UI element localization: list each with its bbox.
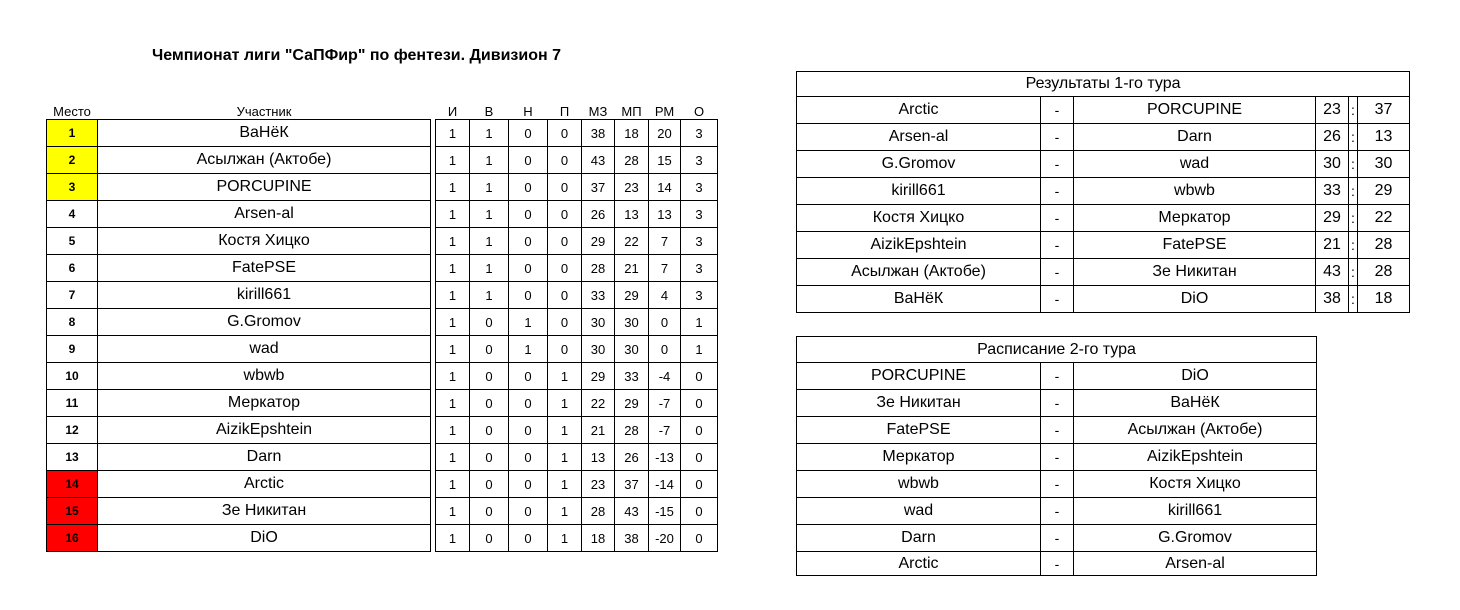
points-cell: 3 bbox=[681, 120, 718, 147]
place-cell: 8 bbox=[47, 309, 98, 336]
away-team-cell: wad bbox=[1074, 151, 1316, 178]
away-team-cell: kirill661 bbox=[1074, 498, 1317, 525]
losses-cell: 1 bbox=[548, 444, 582, 471]
difference-cell: -4 bbox=[649, 363, 681, 390]
scored-cell: 18 bbox=[582, 525, 615, 552]
standings-row bbox=[47, 417, 718, 444]
points-cell: 0 bbox=[681, 444, 718, 471]
dash-cell: - bbox=[1041, 444, 1074, 471]
wins-cell: 0 bbox=[470, 390, 509, 417]
conceded-cell: 23 bbox=[615, 174, 649, 201]
away-score-cell: 18 bbox=[1358, 286, 1410, 313]
scored-cell: 28 bbox=[582, 255, 615, 282]
scored-cell: 37 bbox=[582, 174, 615, 201]
score-separator-cell: : bbox=[1349, 178, 1358, 205]
conceded-cell: 18 bbox=[615, 120, 649, 147]
place-cell: 15 bbox=[47, 498, 98, 525]
difference-cell: 0 bbox=[649, 309, 681, 336]
home-team-cell: FatePSE bbox=[797, 417, 1041, 444]
losses-cell: 1 bbox=[548, 525, 582, 552]
scored-cell: 33 bbox=[582, 282, 615, 309]
away-team-cell: PORCUPINE bbox=[1074, 97, 1316, 124]
wins-cell: 0 bbox=[470, 498, 509, 525]
conceded-cell: 22 bbox=[615, 228, 649, 255]
result-row bbox=[797, 259, 1410, 286]
wins-cell: 0 bbox=[470, 309, 509, 336]
played-cell: 1 bbox=[436, 525, 470, 552]
difference-cell: 7 bbox=[649, 255, 681, 282]
page-title: Чемпионат лиги "СаПФир" по фентези. Дивизион 7 bbox=[152, 47, 561, 64]
home-score-cell: 38 bbox=[1316, 286, 1349, 313]
place-cell: 14 bbox=[47, 471, 98, 498]
difference-cell: 13 bbox=[649, 201, 681, 228]
difference-cell: 20 bbox=[649, 120, 681, 147]
away-score-cell: 30 bbox=[1358, 151, 1410, 178]
points-cell: 3 bbox=[681, 255, 718, 282]
losses-cell: 0 bbox=[548, 309, 582, 336]
standings-row bbox=[47, 498, 718, 525]
header-conceded: МП bbox=[621, 104, 642, 119]
home-team-cell: wbwb bbox=[797, 471, 1041, 498]
wins-cell: 1 bbox=[470, 120, 509, 147]
home-team-cell: Костя Хицко bbox=[797, 205, 1041, 232]
played-cell: 1 bbox=[436, 471, 470, 498]
draws-cell: 0 bbox=[509, 525, 548, 552]
draws-cell: 0 bbox=[509, 498, 548, 525]
away-team-cell: DiO bbox=[1074, 363, 1317, 390]
losses-cell: 0 bbox=[548, 147, 582, 174]
losses-cell: 0 bbox=[548, 174, 582, 201]
points-cell: 0 bbox=[681, 363, 718, 390]
conceded-cell: 28 bbox=[615, 147, 649, 174]
difference-cell: -7 bbox=[649, 417, 681, 444]
played-cell: 1 bbox=[436, 309, 470, 336]
difference-cell: -14 bbox=[649, 471, 681, 498]
home-score-cell: 33 bbox=[1316, 178, 1349, 205]
draws-cell: 0 bbox=[509, 390, 548, 417]
points-cell: 0 bbox=[681, 390, 718, 417]
standings-row bbox=[47, 228, 718, 255]
points-cell: 1 bbox=[681, 309, 718, 336]
participant-cell: Костя Хицко bbox=[98, 228, 431, 255]
losses-cell: 0 bbox=[548, 282, 582, 309]
dash-cell: - bbox=[1041, 286, 1074, 313]
place-cell: 3 bbox=[47, 174, 98, 201]
home-team-cell: Зе Никитан bbox=[797, 390, 1041, 417]
schedule-row bbox=[797, 363, 1317, 390]
wins-cell: 1 bbox=[470, 228, 509, 255]
place-cell: 7 bbox=[47, 282, 98, 309]
draws-cell: 1 bbox=[509, 336, 548, 363]
participant-cell: FatePSE bbox=[98, 255, 431, 282]
schedule-row bbox=[797, 498, 1317, 525]
draws-cell: 0 bbox=[509, 444, 548, 471]
schedule-table bbox=[796, 336, 1317, 576]
played-cell: 1 bbox=[436, 282, 470, 309]
played-cell: 1 bbox=[436, 498, 470, 525]
header-played: И bbox=[447, 104, 458, 119]
schedule-row bbox=[797, 552, 1317, 576]
participant-cell: PORCUPINE bbox=[98, 174, 431, 201]
played-cell: 1 bbox=[436, 228, 470, 255]
difference-cell: 7 bbox=[649, 228, 681, 255]
home-team-cell: wad bbox=[797, 498, 1041, 525]
points-cell: 3 bbox=[681, 228, 718, 255]
losses-cell: 0 bbox=[548, 255, 582, 282]
away-score-cell: 22 bbox=[1358, 205, 1410, 232]
place-cell: 11 bbox=[47, 390, 98, 417]
conceded-cell: 28 bbox=[615, 417, 649, 444]
participant-cell: kirill661 bbox=[98, 282, 431, 309]
home-team-cell: kirill661 bbox=[797, 178, 1041, 205]
header-participant: Участник bbox=[236, 104, 292, 119]
wins-cell: 1 bbox=[470, 255, 509, 282]
losses-cell: 1 bbox=[548, 471, 582, 498]
results-header: Результаты 1-го тура bbox=[797, 72, 1410, 97]
away-team-cell: Костя Хицко bbox=[1074, 471, 1317, 498]
header-points: О bbox=[693, 104, 705, 119]
losses-cell: 0 bbox=[548, 120, 582, 147]
header-place: Место bbox=[53, 104, 91, 119]
played-cell: 1 bbox=[436, 255, 470, 282]
home-team-cell: ВаНёК bbox=[797, 286, 1041, 313]
draws-cell: 0 bbox=[509, 201, 548, 228]
points-cell: 0 bbox=[681, 417, 718, 444]
dash-cell: - bbox=[1041, 525, 1074, 552]
home-team-cell: Асылжан (Актобе) bbox=[797, 259, 1041, 286]
conceded-cell: 30 bbox=[615, 309, 649, 336]
played-cell: 1 bbox=[436, 363, 470, 390]
dash-cell: - bbox=[1041, 178, 1074, 205]
played-cell: 1 bbox=[436, 147, 470, 174]
home-score-cell: 26 bbox=[1316, 124, 1349, 151]
scored-cell: 23 bbox=[582, 471, 615, 498]
standings-row bbox=[47, 147, 718, 174]
played-cell: 1 bbox=[436, 174, 470, 201]
schedule-header-row bbox=[797, 337, 1317, 363]
scored-cell: 21 bbox=[582, 417, 615, 444]
points-cell: 3 bbox=[681, 282, 718, 309]
points-cell: 3 bbox=[681, 174, 718, 201]
standings-row bbox=[47, 471, 718, 498]
away-team-cell: G.Gromov bbox=[1074, 525, 1317, 552]
result-row bbox=[797, 178, 1410, 205]
draws-cell: 0 bbox=[509, 471, 548, 498]
draws-cell: 0 bbox=[509, 120, 548, 147]
away-team-cell: DiO bbox=[1074, 286, 1316, 313]
home-score-cell: 23 bbox=[1316, 97, 1349, 124]
participant-cell: Darn bbox=[98, 444, 431, 471]
away-team-cell: FatePSE bbox=[1074, 232, 1316, 259]
points-cell: 0 bbox=[681, 498, 718, 525]
place-cell: 1 bbox=[47, 120, 98, 147]
points-cell: 3 bbox=[681, 201, 718, 228]
schedule-row bbox=[797, 525, 1317, 552]
standings-row bbox=[47, 201, 718, 228]
participant-cell: Arctic bbox=[98, 471, 431, 498]
scored-cell: 28 bbox=[582, 498, 615, 525]
standings-row bbox=[47, 390, 718, 417]
points-cell: 0 bbox=[681, 525, 718, 552]
participant-cell: AizikEpshtein bbox=[98, 417, 431, 444]
wins-cell: 0 bbox=[470, 444, 509, 471]
home-team-cell: Arctic bbox=[797, 97, 1041, 124]
results-header-row bbox=[797, 72, 1410, 97]
draws-cell: 0 bbox=[509, 363, 548, 390]
dash-cell: - bbox=[1041, 552, 1074, 576]
away-team-cell: ВаНёК bbox=[1074, 390, 1317, 417]
wins-cell: 0 bbox=[470, 417, 509, 444]
participant-cell: Arsen-al bbox=[98, 201, 431, 228]
draws-cell: 0 bbox=[509, 228, 548, 255]
home-team-cell: Darn bbox=[797, 525, 1041, 552]
losses-cell: 1 bbox=[548, 498, 582, 525]
place-cell: 9 bbox=[47, 336, 98, 363]
header-difference: РМ bbox=[654, 104, 675, 119]
result-row bbox=[797, 286, 1410, 313]
scored-cell: 29 bbox=[582, 228, 615, 255]
place-cell: 12 bbox=[47, 417, 98, 444]
home-team-cell: G.Gromov bbox=[797, 151, 1041, 178]
header-losses: П bbox=[559, 104, 570, 119]
dash-cell: - bbox=[1041, 471, 1074, 498]
participant-cell: wbwb bbox=[98, 363, 431, 390]
difference-cell: 0 bbox=[649, 336, 681, 363]
schedule-header: Расписание 2-го тура bbox=[797, 337, 1317, 363]
result-row bbox=[797, 205, 1410, 232]
losses-cell: 1 bbox=[548, 363, 582, 390]
wins-cell: 1 bbox=[470, 147, 509, 174]
scored-cell: 30 bbox=[582, 309, 615, 336]
conceded-cell: 13 bbox=[615, 201, 649, 228]
away-score-cell: 28 bbox=[1358, 232, 1410, 259]
played-cell: 1 bbox=[436, 390, 470, 417]
losses-cell: 0 bbox=[548, 336, 582, 363]
draws-cell: 0 bbox=[509, 255, 548, 282]
participant-cell: ВаНёК bbox=[98, 120, 431, 147]
participant-cell: Зе Никитан bbox=[98, 498, 431, 525]
scored-cell: 29 bbox=[582, 363, 615, 390]
draws-cell: 0 bbox=[509, 147, 548, 174]
result-row bbox=[797, 124, 1410, 151]
standings-row bbox=[47, 525, 718, 552]
difference-cell: 15 bbox=[649, 147, 681, 174]
scored-cell: 13 bbox=[582, 444, 615, 471]
away-team-cell: Меркатор bbox=[1074, 205, 1316, 232]
draws-cell: 0 bbox=[509, 174, 548, 201]
scored-cell: 26 bbox=[582, 201, 615, 228]
points-cell: 0 bbox=[681, 471, 718, 498]
home-team-cell: AizikEpshtein bbox=[797, 232, 1041, 259]
schedule-row bbox=[797, 417, 1317, 444]
conceded-cell: 21 bbox=[615, 255, 649, 282]
conceded-cell: 38 bbox=[615, 525, 649, 552]
header-scored: МЗ bbox=[588, 104, 608, 119]
participant-cell: Меркатор bbox=[98, 390, 431, 417]
away-team-cell: AizikEpshtein bbox=[1074, 444, 1317, 471]
place-cell: 2 bbox=[47, 147, 98, 174]
dash-cell: - bbox=[1041, 151, 1074, 178]
home-team-cell: Arsen-al bbox=[797, 124, 1041, 151]
schedule-row bbox=[797, 390, 1317, 417]
away-team-cell: Darn bbox=[1074, 124, 1316, 151]
away-team-cell: wbwb bbox=[1074, 178, 1316, 205]
conceded-cell: 26 bbox=[615, 444, 649, 471]
score-separator-cell: : bbox=[1349, 232, 1358, 259]
wins-cell: 1 bbox=[470, 174, 509, 201]
results-table bbox=[796, 71, 1410, 313]
scored-cell: 22 bbox=[582, 390, 615, 417]
place-cell: 4 bbox=[47, 201, 98, 228]
participant-cell: Асылжан (Актобе) bbox=[98, 147, 431, 174]
difference-cell: -7 bbox=[649, 390, 681, 417]
conceded-cell: 43 bbox=[615, 498, 649, 525]
conceded-cell: 33 bbox=[615, 363, 649, 390]
losses-cell: 1 bbox=[548, 417, 582, 444]
place-cell: 6 bbox=[47, 255, 98, 282]
draws-cell: 0 bbox=[509, 282, 548, 309]
away-score-cell: 28 bbox=[1358, 259, 1410, 286]
place-cell: 16 bbox=[47, 525, 98, 552]
losses-cell: 0 bbox=[548, 201, 582, 228]
away-team-cell: Arsen-al bbox=[1074, 552, 1317, 576]
standings-row bbox=[47, 255, 718, 282]
standings-header-row bbox=[47, 97, 718, 120]
standings-row bbox=[47, 363, 718, 390]
standings-row bbox=[47, 309, 718, 336]
score-separator-cell: : bbox=[1349, 259, 1358, 286]
wins-cell: 0 bbox=[470, 525, 509, 552]
place-cell: 5 bbox=[47, 228, 98, 255]
dash-cell: - bbox=[1041, 363, 1074, 390]
result-row bbox=[797, 97, 1410, 124]
result-row bbox=[797, 232, 1410, 259]
participant-cell: G.Gromov bbox=[98, 309, 431, 336]
conceded-cell: 29 bbox=[615, 390, 649, 417]
home-score-cell: 43 bbox=[1316, 259, 1349, 286]
wins-cell: 1 bbox=[470, 201, 509, 228]
scored-cell: 30 bbox=[582, 336, 615, 363]
score-separator-cell: : bbox=[1349, 286, 1358, 313]
wins-cell: 0 bbox=[470, 363, 509, 390]
result-row bbox=[797, 151, 1410, 178]
dash-cell: - bbox=[1041, 498, 1074, 525]
place-cell: 13 bbox=[47, 444, 98, 471]
played-cell: 1 bbox=[436, 120, 470, 147]
dash-cell: - bbox=[1041, 390, 1074, 417]
played-cell: 1 bbox=[436, 444, 470, 471]
home-team-cell: PORCUPINE bbox=[797, 363, 1041, 390]
home-score-cell: 30 bbox=[1316, 151, 1349, 178]
wins-cell: 1 bbox=[470, 282, 509, 309]
away-score-cell: 13 bbox=[1358, 124, 1410, 151]
conceded-cell: 37 bbox=[615, 471, 649, 498]
difference-cell: 4 bbox=[649, 282, 681, 309]
away-score-cell: 37 bbox=[1358, 97, 1410, 124]
difference-cell: -20 bbox=[649, 525, 681, 552]
losses-cell: 0 bbox=[548, 228, 582, 255]
losses-cell: 1 bbox=[548, 390, 582, 417]
points-cell: 3 bbox=[681, 147, 718, 174]
wins-cell: 0 bbox=[470, 471, 509, 498]
standings-row bbox=[47, 174, 718, 201]
header-draws: Н bbox=[523, 104, 533, 119]
schedule-row bbox=[797, 444, 1317, 471]
standings-row bbox=[47, 282, 718, 309]
played-cell: 1 bbox=[436, 336, 470, 363]
standings-row bbox=[47, 336, 718, 363]
wins-cell: 0 bbox=[470, 336, 509, 363]
played-cell: 1 bbox=[436, 201, 470, 228]
dash-cell: - bbox=[1041, 232, 1074, 259]
dash-cell: - bbox=[1041, 124, 1074, 151]
draws-cell: 1 bbox=[509, 309, 548, 336]
played-cell: 1 bbox=[436, 417, 470, 444]
scored-cell: 38 bbox=[582, 120, 615, 147]
dash-cell: - bbox=[1041, 205, 1074, 232]
home-team-cell: Меркатор bbox=[797, 444, 1041, 471]
scored-cell: 43 bbox=[582, 147, 615, 174]
difference-cell: 14 bbox=[649, 174, 681, 201]
score-separator-cell: : bbox=[1349, 124, 1358, 151]
standings-table bbox=[46, 97, 718, 552]
standings-row bbox=[47, 120, 718, 147]
away-score-cell: 29 bbox=[1358, 178, 1410, 205]
schedule-row bbox=[797, 471, 1317, 498]
dash-cell: - bbox=[1041, 417, 1074, 444]
score-separator-cell: : bbox=[1349, 205, 1358, 232]
draws-cell: 0 bbox=[509, 417, 548, 444]
participant-cell: DiO bbox=[98, 525, 431, 552]
home-score-cell: 21 bbox=[1316, 232, 1349, 259]
home-score-cell: 29 bbox=[1316, 205, 1349, 232]
standings-row bbox=[47, 444, 718, 471]
header-wins: В bbox=[484, 104, 494, 119]
score-separator-cell: : bbox=[1349, 97, 1358, 124]
dash-cell: - bbox=[1041, 97, 1074, 124]
place-cell: 10 bbox=[47, 363, 98, 390]
away-team-cell: Асылжан (Актобе) bbox=[1074, 417, 1317, 444]
score-separator-cell: : bbox=[1349, 151, 1358, 178]
conceded-cell: 30 bbox=[615, 336, 649, 363]
home-team-cell: Arctic bbox=[797, 552, 1041, 576]
dash-cell: - bbox=[1041, 259, 1074, 286]
difference-cell: -15 bbox=[649, 498, 681, 525]
away-team-cell: Зе Никитан bbox=[1074, 259, 1316, 286]
difference-cell: -13 bbox=[649, 444, 681, 471]
points-cell: 1 bbox=[681, 336, 718, 363]
participant-cell: wad bbox=[98, 336, 431, 363]
conceded-cell: 29 bbox=[615, 282, 649, 309]
